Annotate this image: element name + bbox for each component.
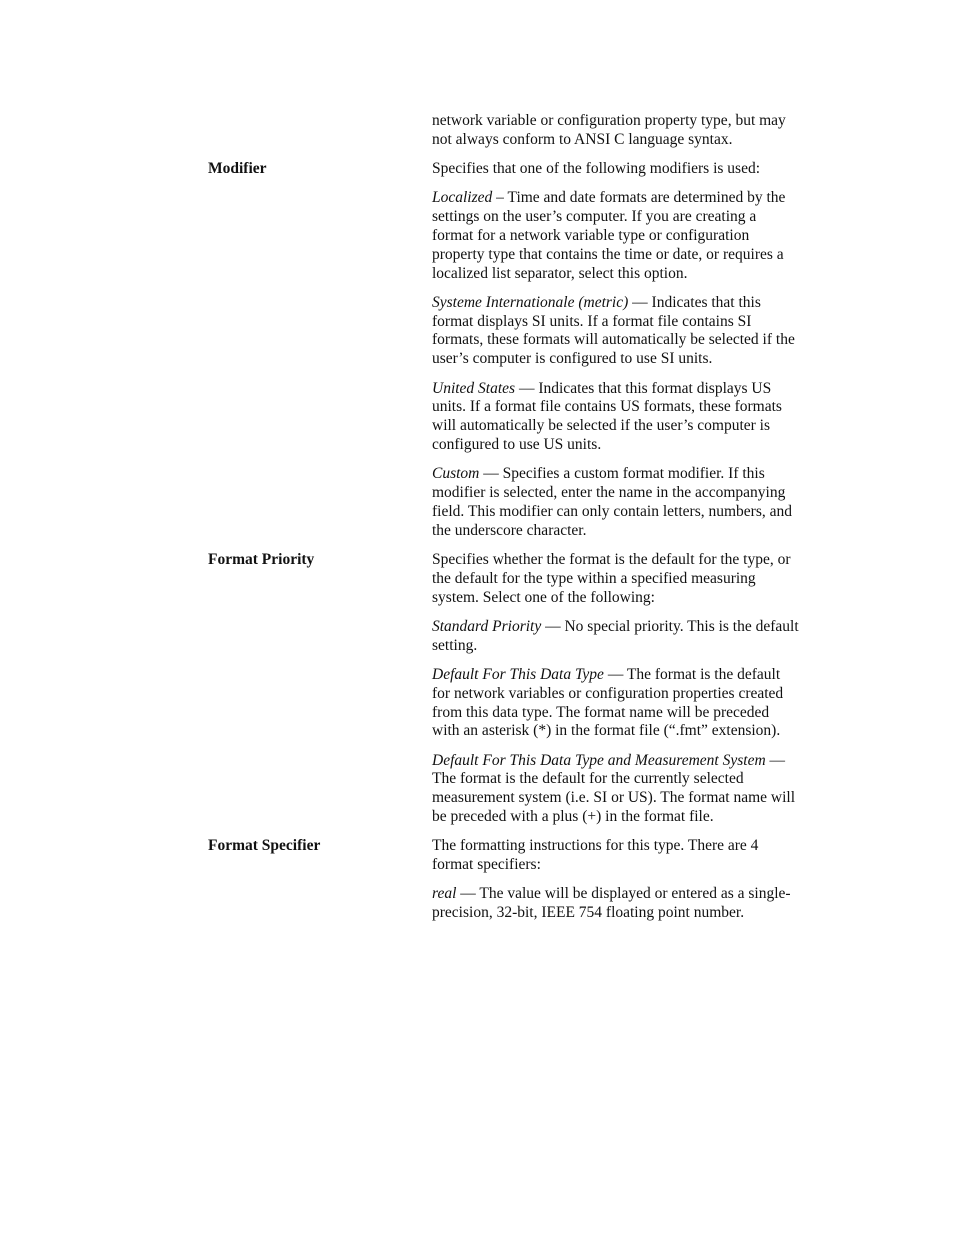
specifier-item-real [432, 885, 800, 923]
item-separator: — [541, 617, 565, 635]
item-separator: — [765, 751, 786, 769]
item-text: Specifies a custom format modifier. If this modifier is selected, enter the name in the accompanying field. This modifier can only contain letters, numbers, and the underscore character. [432, 465, 792, 539]
intro-row [208, 112, 808, 160]
description-modifier [432, 160, 800, 551]
term-format-priority: Format Priority [208, 550, 315, 568]
item-name: Default For This Data Type [432, 665, 604, 683]
term-format-specifier: Format Specifier [208, 837, 321, 855]
modifier-item-localized [432, 189, 800, 283]
modifier-lead: Specifies that one of the following modifiers is used: [432, 160, 761, 178]
item-text: No special priority. This is the default setting. [432, 617, 799, 654]
intro-text: network variable or configuration property type, but may not always conform to ANSI C language syntax. [432, 112, 786, 148]
item-text: Indicates that this format displays US units. If a format file contains US formats, these formats will automatically be selected if the user’s computer is configured to use US units. [432, 379, 782, 453]
item-separator: – [492, 189, 508, 207]
item-name: Custom [432, 465, 480, 483]
format-priority-lead: Specifies whether the format is the default for the type, or the default for the type within a specified measuring system. Select one of the following: [432, 550, 791, 606]
item-text: Indicates that this format displays SI units. If a format file contains SI formats, these formats will automatically be selected if the user’s computer is configured to use SI units. [432, 293, 795, 368]
priority-item-default-data-type [432, 666, 800, 741]
item-name: real [432, 885, 457, 903]
priority-item-default-measurement [432, 752, 800, 827]
item-separator: — [603, 665, 627, 683]
item-separator: — [456, 885, 480, 903]
description-format-specifier [432, 837, 800, 933]
entry-format-priority [208, 551, 808, 837]
entry-modifier [208, 160, 808, 551]
item-text: The format is the default for network variables or configuration properties created from this data type. The format name will be preceded with an asterisk (*) in the format file (“.fmt” extension). [432, 665, 784, 740]
item-text: Time and date formats are determined by the settings on the user’s computer. If you are creating a format for a network variable type or configuration property type that contains the time or date, or requires a localized list separator, select this option. [432, 189, 786, 282]
entry-format-specifier [208, 837, 808, 933]
intro-term [208, 112, 432, 160]
item-name: United States [432, 379, 516, 397]
item-separator: — [479, 465, 503, 483]
item-name: Localized [432, 189, 493, 207]
definition-list [208, 112, 808, 933]
item-name: Standard Priority [432, 617, 542, 635]
item-text: The value will be displayed or entered as a single-precision, 32-bit, IEEE 754 floating point number. [432, 885, 791, 922]
modifier-item-custom [432, 465, 800, 540]
item-name: Default For This Data Type and Measurement System [432, 751, 766, 769]
item-name: Systeme Internationale (metric) [432, 293, 629, 311]
item-text: The format is the default for the currently selected measurement system (i.e. SI or US). The format name will be preceded with a plus (+) in the format file. [432, 770, 796, 825]
priority-item-standard [432, 618, 800, 656]
intro-description [432, 112, 800, 160]
item-separator: — [628, 293, 652, 311]
term-modifier: Modifier [208, 160, 267, 178]
modifier-item-us [432, 380, 800, 455]
format-specifier-lead: The formatting instructions for this type. There are 4 format specifiers: [432, 837, 759, 874]
item-separator: — [515, 379, 539, 397]
description-format-priority [432, 551, 800, 837]
modifier-item-si [432, 294, 800, 369]
